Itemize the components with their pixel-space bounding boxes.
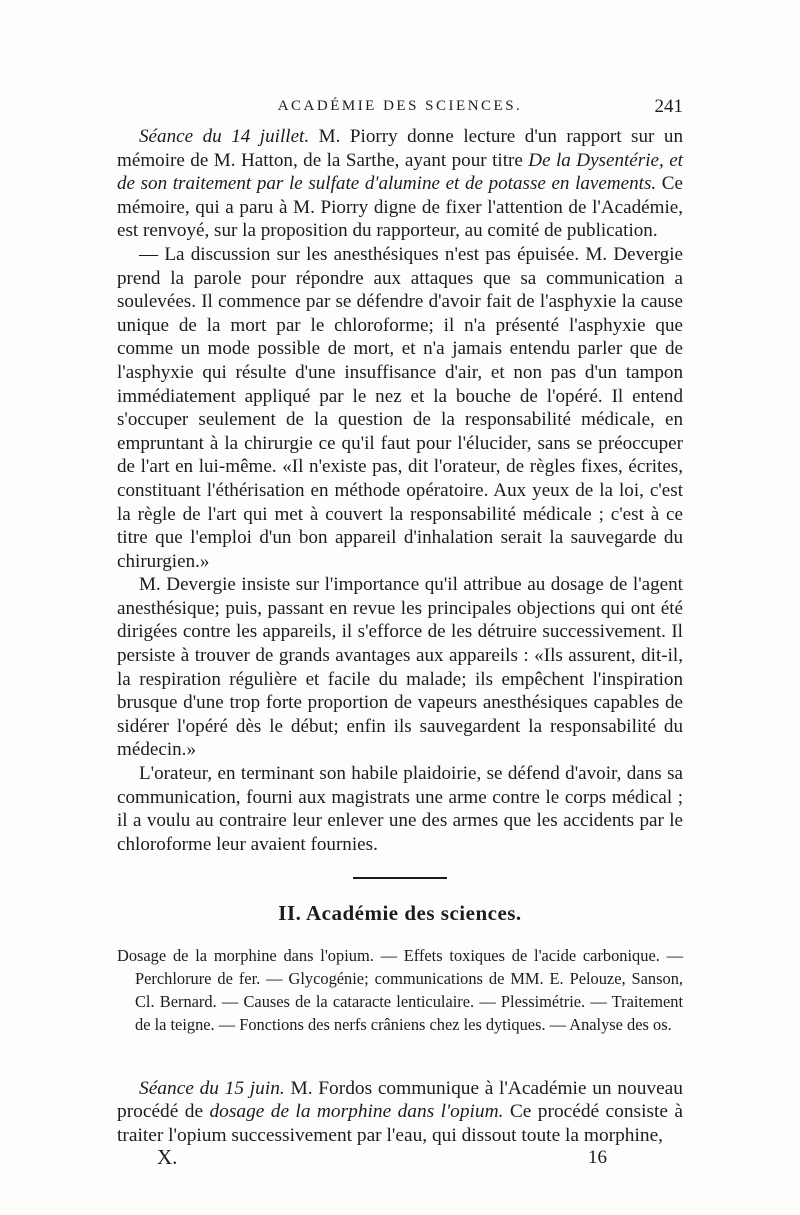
section-summary: Dosage de la morphine dans l'opium. — Effets toxiques de l'acide carbonique. — Perchlorure de fer. — Glycogénie; communications de MM. E. Pelouze, Sanson, Cl. Bernard. — Causes de la cataracte lenticulaire. — Plessimétrie. — Traitement de la teigne. — Fonctions des nerfs crâniens chez les dytiques. — Analyse des os. bbox=[117, 946, 683, 1034]
section-divider bbox=[353, 877, 447, 879]
paragraph-text: M. Fordos communique à l'Académie un nouveau procédé de bbox=[117, 1078, 683, 1123]
sheet-number: 16 bbox=[588, 1147, 607, 1168]
body-text bbox=[117, 125, 683, 856]
signature-mark: X. bbox=[157, 1145, 178, 1169]
page-footer bbox=[157, 1145, 683, 1173]
paragraph-seance-15-juin bbox=[117, 1077, 683, 1147]
session-date-lead: Séance du 15 juin. bbox=[139, 1078, 285, 1099]
running-title: ACADÉMIE DES SCIENCES. bbox=[277, 98, 523, 114]
paragraph-text: M. Piorry donne lecture d'un rapport sur un mémoire de M. Hatton, de la Sarthe, ayant pour titre bbox=[117, 126, 683, 171]
memoir-title: De la Dysentérie, et de son traitement par le sulfate d'alumine et de potasse en lavements. bbox=[117, 149, 683, 195]
section-heading: II. Académie des sciences. bbox=[278, 901, 522, 925]
paragraph-dosage: M. Devergie insiste sur l'importance qu'il attribue au dosage de l'agent anesthésique; puis, passant en revue les principales objections qui ont été dirigées contre les appareils, il s'efforce de les détruire successivement. Il persiste à trouver de grands avantages aux appareils : «Ils assurent, dit-il, la respiration régulière et facile du malade; ils empêchent l'inspiration brusque d'une trop forte proportion de vapeurs anesthésiques capables de sidérer l'opéré dès le début; enfin ils sauvegardent la responsabilité du médecin.» bbox=[117, 574, 683, 761]
page-number: 241 bbox=[654, 96, 683, 117]
running-head bbox=[117, 96, 683, 120]
paragraph-text: Ce procédé consiste à traiter l'opium successivement par l'eau, qui dissout toute la morphine, bbox=[117, 1101, 683, 1146]
session-date-lead: Séance du 14 juillet. bbox=[139, 126, 310, 147]
paragraph-seance-14-juillet bbox=[117, 125, 683, 243]
procedure-title: dosage de la morphine dans l'opium. bbox=[209, 1101, 504, 1123]
paragraph-text: Ce mémoire, qui a paru à M. Piorry digne de fixer l'attention de l'Académie, est renvoyé, sur la proposition du rapporteur, au comité de publication. bbox=[117, 173, 684, 242]
paragraph-conclusion: L'orateur, en terminant son habile plaidoirie, se défend d'avoir, dans sa communication, fourni aux magistrats une arme contre le corps médical ; il a voulu au contraire leur enlever une des armes que les accidents par le chloroforme leur avaient fournies. bbox=[117, 763, 683, 855]
paragraph-anesthesiques: — La discussion sur les anesthésiques n'est pas épuisée. M. Devergie prend la parole pour répondre aux attaques que sa communication a soulevées. Il commence par se défendre d'avoir fait de l'asphyxie la cause unique de la mort par le chloroforme; il n'a présenté l'asphyxie que comme un mode possible de mort, et n'a jamais entendu parler que de l'asphyxie qui résulte d'une insuffisance d'air, et non pas d'un tampon immédiatement appliqué par le nez et la bouche de l'opéré. Il entend s'occuper seulement de la question de la responsabilité médicale, en empruntant à la chirurgie ce qu'il faut pour l'élucider, sans se préoccuper de l'art en lui-même. «Il n'existe pas, dit l'orateur, de règles fixes, écrites, constituant l'éthérisation en méthode opératoire. Aux yeux de la loi, c'est la règle de l'art qui met à couvert la responsabilité médicale ; c'est à ce titre que l'emploi d'un bon appareil d'inhalation serait la sauvegarde du chirurgien.» bbox=[117, 243, 683, 572]
